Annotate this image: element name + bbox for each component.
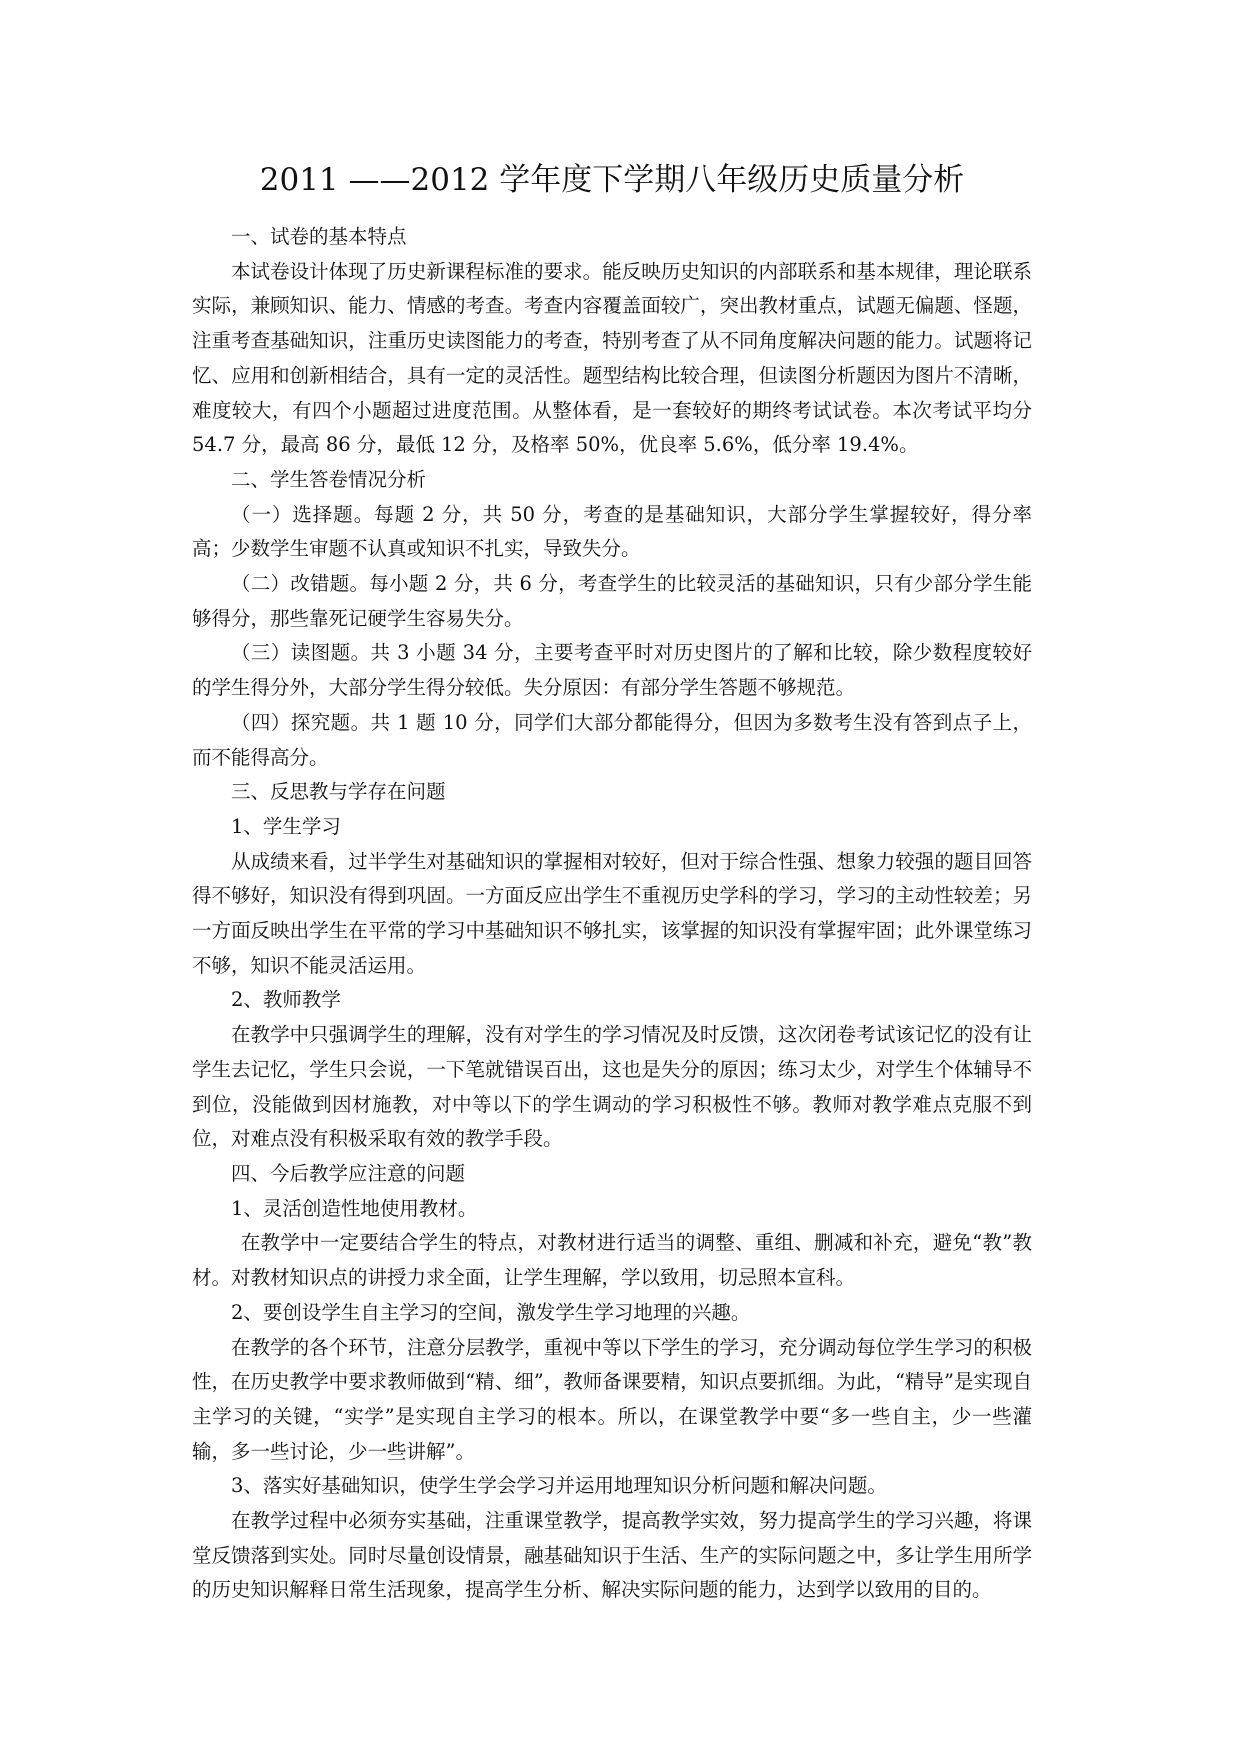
paragraph: 在教学的各个环节，注意分层教学，重视中等以下学生的学习，充分调动每位学生学习的积极性，在历史教学中要求教师做到“精、细”，教师备课要精，知识点要抓细。为此，“精导”是实现自主学习的关键，“实学”是实现自主学习的根本。所以，在课堂教学中要“多一些自主，少一些灌输，多一些讨论，少一些讲解”。 [192, 1335, 1032, 1463]
paragraph: 本试卷设计体现了历史新课程标准的要求。能反映历史知识的内部联系和基本规律，理论联系实际，兼顾知识、能力、情感的考查。考查内容覆盖面较广，突出教材重点，试题无偏题、怪题，注重考查基础知识，注重历史读图能力的考查，特别考查了从不同角度解决问题的能力。试题将记忆、应用和创新相结合，具有一定的灵活性。题型结构比较合理，但读图分析题因为图片不清晰，难度较大，有四个小题超过进度范围。从整体看，是一套较好的期终考试试卷。本次考试平均分 54.7 分，最高 86 分，最低 12 分，及格率 50%，优良率 5.6%，低分率 19.4%。 [192, 259, 1032, 457]
paragraph: 在教学中一定要结合学生的特点，对教材进行适当的调整、重组、删减和补充，避免“教”教材。对教材知识点的讲授力求全面，让学生理解，学以致用，切忌照本宣科。 [192, 1231, 1032, 1290]
subheading: 3、落实好基础知识，使学生学会学习并运用地理知识分析问题和解决问题。 [231, 1474, 887, 1498]
paragraph: 从成绩来看，过半学生对基础知识的掌握相对较好，但对于综合性强、想象力较强的题目回答得不够好，知识没有得到巩固。一方面反应出学生不重视历史学科的学习，学习的主动性较差；另一方面反映出学生在平常的学习中基础知识不够扎实，该掌握的知识没有掌握牢固；此外课堂练习不够，知识不能灵活运用。 [192, 849, 1032, 977]
section-heading-1: 一、试卷的基本特点 [231, 225, 407, 248]
subheading: 1、灵活创造性地使用教材。 [231, 1196, 478, 1220]
subheading: 2、要创设学生自主学习的空间，激发学生学习地理的兴趣。 [231, 1300, 751, 1324]
section-heading-2: 二、学生答卷情况分析 [231, 467, 427, 491]
paragraph: （四）探究题。共 1 题 10 分，同学们大部分都能得分，但因为多数考生没有答到点子上，而不能得高分。 [192, 710, 1032, 769]
document-title: 2011 ——2012 学年度下学期八年级历史质量分析 [259, 162, 965, 198]
paragraph: 在教学中只强调学生的理解，没有对学生的学习情况及时反馈，这次闭卷考试该记忆的没有让学生去记忆，学生只会说，一下笔就错误百出，这也是失分的原因；练习太少，对学生个体辅导不到位，没能做到因材施教，对中等以下的学生调动的学习积极性不够。教师对教学难点克服不到位，对难点没有积极采取有效的教学手段。 [192, 1023, 1032, 1151]
document-body [192, 220, 1032, 1608]
paragraph: （二）改错题。每小题 2 分，共 6 分，考查学生的比较灵活的基础知识，只有少部分学生能够得分，那些靠死记硬学生容易失分。 [192, 572, 1032, 630]
section-heading-3: 三、反思教与学存在问题 [231, 780, 446, 804]
paragraph: 在教学过程中必须夯实基础，注重课堂教学，提高教学实效，努力提高学生的学习兴趣，将课堂反馈落到实处。同时尽量创设情景，融基础知识于生活、生产的实际问题之中，多让学生用所学的历史知识解释日常生活现象，提高学生分析、解决实际问题的能力，达到学以致用的目的。 [192, 1509, 1032, 1602]
section-heading-4: 四、今后教学应注意的问题 [231, 1161, 466, 1185]
subheading: 1、学生学习 [231, 814, 341, 838]
paragraph: （一）选择题。每题 2 分，共 50 分，考查的是基础知识，大部分学生掌握较好，得分率高；少数学生审题不认真或知识不扎实，导致失分。 [192, 502, 1032, 561]
paragraph: （三）读图题。共 3 小题 34 分，主要考查平时对历史图片的了解和比较，除少数程度较好的学生得分外，大部分学生得分较低。失分原因：有部分学生答题不够规范。 [192, 641, 1032, 700]
subheading: 2、教师教学 [231, 988, 341, 1012]
